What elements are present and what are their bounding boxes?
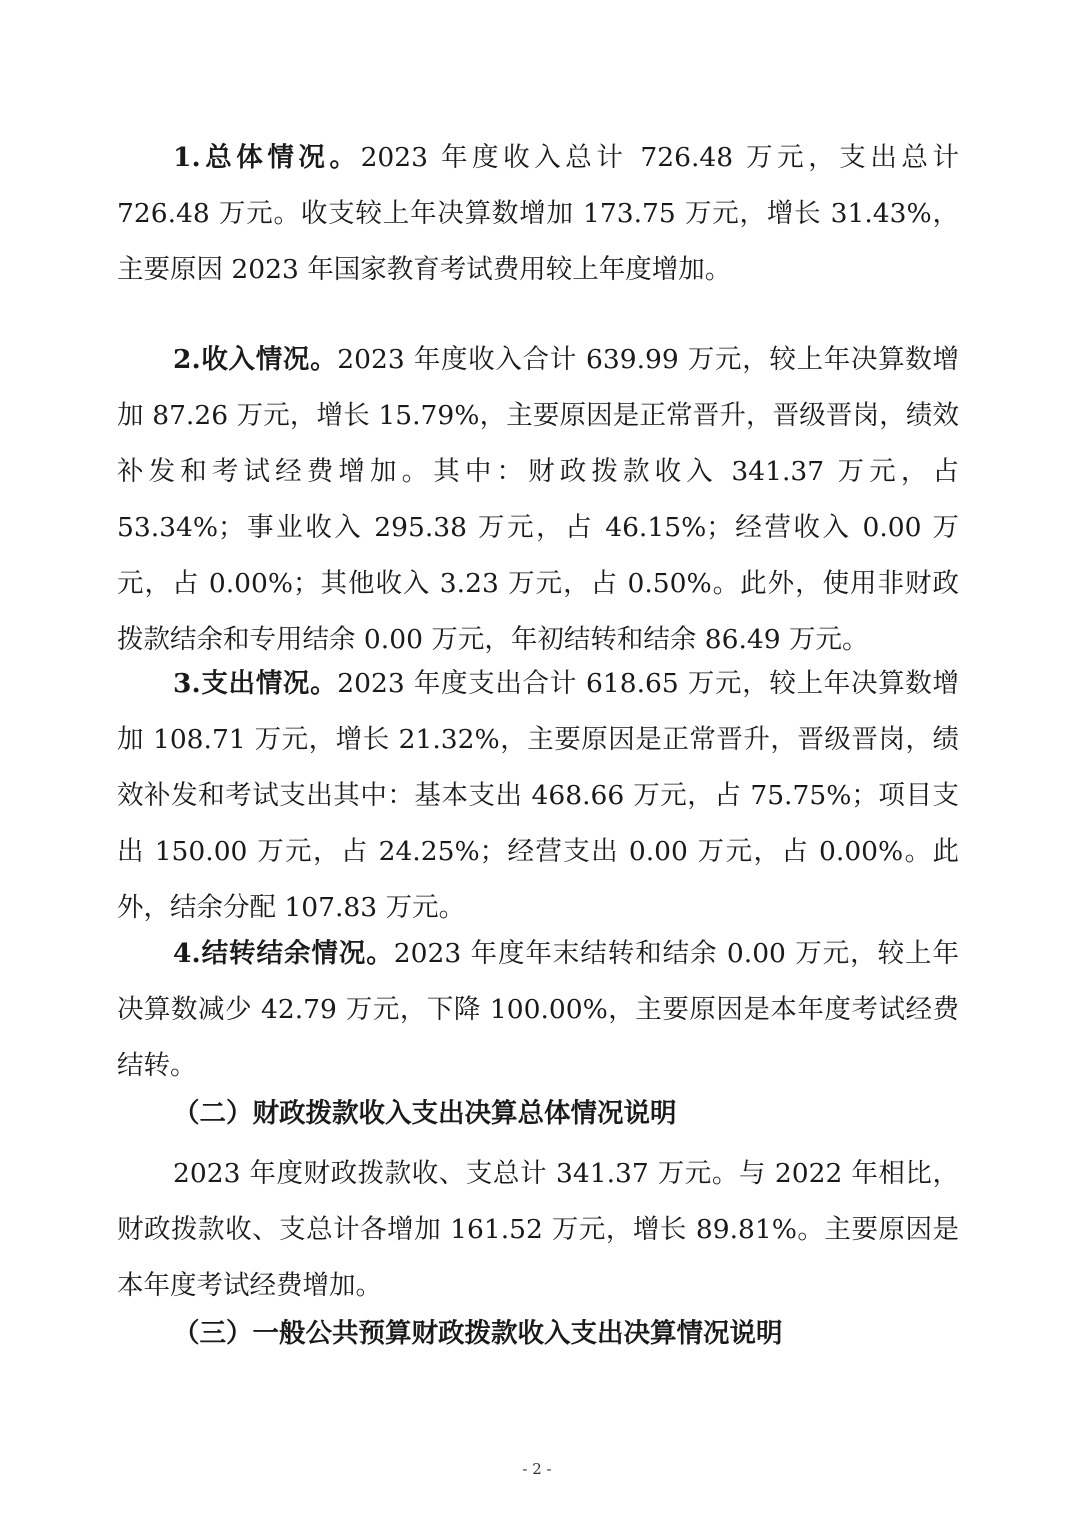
paragraph-lead: 2.收入情况。 — [173, 344, 338, 375]
paragraph-text: 2023 年度年末结转和结余 0.00 万元，较上年决算数减少 42.79 万元，下降 100.00%，主要原因是本年度考试经费结转。 — [117, 938, 960, 1081]
paragraph-text: 2023 年度财政拨款收、支总计 341.37 万元。与 2022 年相比，财政拨款收、支总计各增加 161.52 万元，增长 89.81%。主要原因是本年度考试经费增加。 — [117, 1158, 959, 1301]
paragraph-income — [117, 332, 959, 668]
paragraph-text: 2023 年度收入合计 639.99 万元，较上年决算数增加 87.26 万元，增长 15.79%，主要原因是正常晋升，晋级晋岗，绩效补发和考试经费增加。其中：财政拨款收入 341.37 万元，占 53.34%；事业收入 295.38 万元，占 46.15%；经营收入 0.00 万元，占 0.00%；其他收入 3.23 万元，占 0.50%。此外，使用非财政拨款结余和专用结余 0.00 万元，年初结转和结余 86.49 万元。 — [117, 344, 959, 655]
paragraph-overall — [117, 130, 959, 298]
page-number: - 2 - — [522, 1460, 552, 1478]
paragraph-lead: 1.总体情况。 — [173, 142, 361, 173]
section-heading-2: （二）财政拨款收入支出决算总体情况说明 — [173, 1098, 677, 1129]
paragraph-expenditure — [117, 656, 959, 936]
section-heading-3: （三）一般公共预算财政拨款收入支出决算情况说明 — [173, 1318, 783, 1349]
paragraph-fiscal-overall — [117, 1146, 959, 1314]
paragraph-text: 2023 年度收入总计 726.48 万元，支出总计 726.48 万元。收支较上年决算数增加 173.75 万元，增长 31.43%，主要原因 2023 年国家教育考试费用较上年度增加。 — [117, 142, 959, 285]
paragraph-lead: 3.支出情况。 — [173, 668, 338, 699]
paragraph-lead: 4.结转结余情况。 — [173, 938, 394, 969]
paragraph-text: 2023 年度支出合计 618.65 万元，较上年决算数增加 108.71 万元，增长 21.32%，主要原因是正常晋升，晋级晋岗，绩效补发和考试支出其中：基本支出 468.66 万元，占 75.75%；项目支出 150.00 万元，占 24.25%；经营支出 0.00 万元，占 0.00%。此外，结余分配 107.83 万元。 — [117, 668, 959, 923]
paragraph-carryover — [117, 926, 959, 1094]
